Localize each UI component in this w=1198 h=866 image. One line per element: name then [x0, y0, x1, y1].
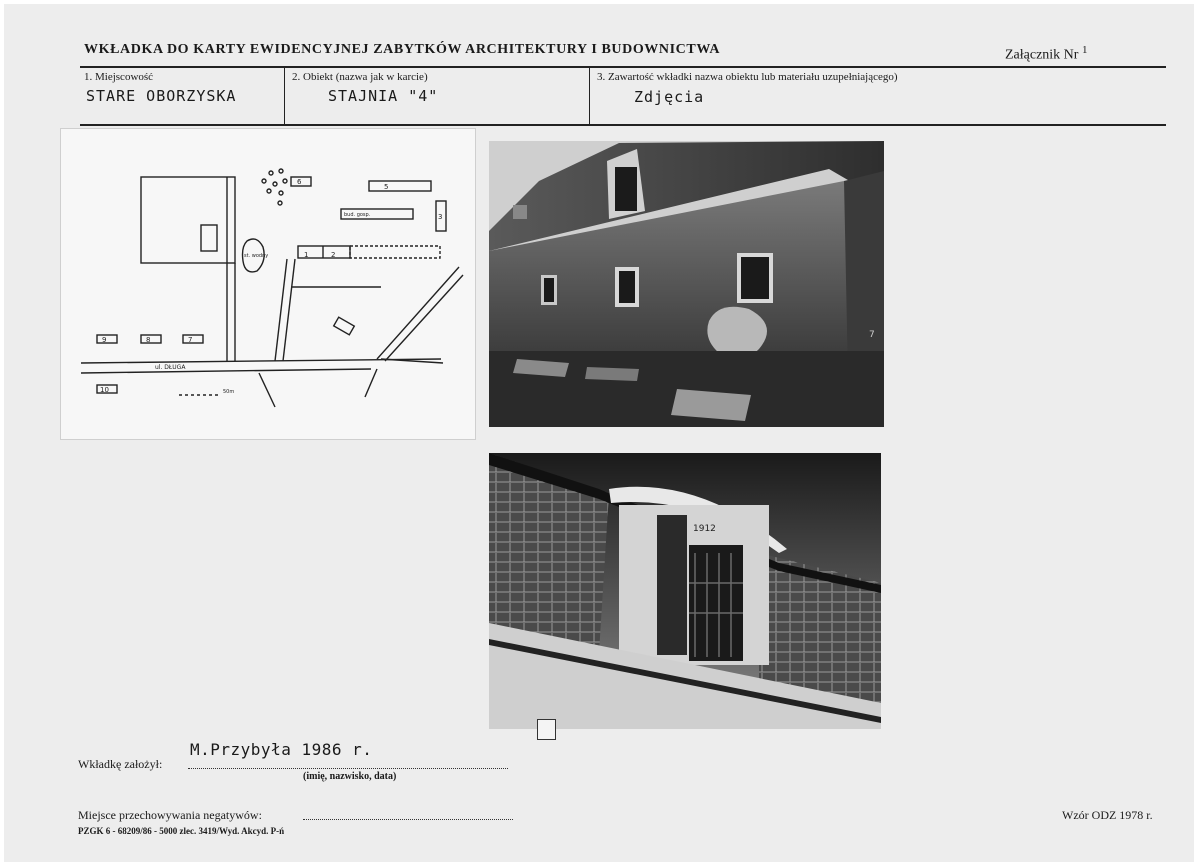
- building-label-2: 2: [331, 251, 336, 259]
- ruin-outbuilding-2: [350, 246, 440, 258]
- form-model: Wzór ODZ 1978 r.: [1062, 808, 1153, 822]
- palace-building: [201, 225, 217, 251]
- south-path: [259, 373, 275, 407]
- tree: [267, 189, 271, 193]
- facade-marking: 7: [869, 330, 875, 340]
- south-road: [365, 369, 377, 397]
- annex-label: [1005, 44, 1087, 64]
- scale-label: 50m: [223, 389, 235, 395]
- field-row-rule: [80, 124, 1166, 126]
- main-road-edge: [81, 369, 371, 373]
- tree: [279, 169, 283, 173]
- building-8: [141, 335, 161, 343]
- building-label-10: 10: [100, 386, 109, 394]
- field-divider-1: [284, 68, 285, 124]
- building-label-8: 8: [146, 336, 151, 344]
- plot-outline: [141, 177, 235, 263]
- header-rule: [80, 66, 1166, 68]
- locality-value: STARE OBORZYSKA: [86, 87, 237, 105]
- tree: [278, 201, 282, 205]
- photo-stamp-box: [537, 719, 556, 740]
- field-divider-2: [589, 68, 590, 124]
- building-label-5: 5: [384, 183, 389, 191]
- building-label-9: 9: [102, 336, 107, 344]
- building-label-1: 1: [304, 251, 309, 259]
- building-5: [369, 181, 431, 191]
- site-plan: [60, 128, 476, 440]
- photo-facade: [489, 141, 884, 427]
- building-label-3: 3: [438, 213, 443, 221]
- tree: [273, 182, 277, 186]
- site-plan-drawing: [61, 129, 475, 439]
- tree: [269, 171, 273, 175]
- photo-facade-image: [489, 141, 884, 427]
- ruin-label: bud. gosp.: [344, 212, 371, 218]
- negatives-label: Miejsce przechowywania negatywów:: [78, 808, 262, 822]
- author-label: Wkładkę założył:: [78, 757, 163, 771]
- print-info: PZGK 6 - 68209/86 - 5000 zlec. 3419/Wyd. Akcyd. P-ń: [78, 826, 285, 836]
- street-label: ul. DŁUGA: [155, 364, 186, 371]
- tree: [283, 179, 287, 183]
- annex-label-text: Załącznik Nr: [1005, 47, 1079, 63]
- annex-number: 1: [1081, 44, 1088, 56]
- photo-dormer: [489, 453, 881, 729]
- tree: [279, 191, 283, 195]
- object-value: STAJNIA "4": [328, 87, 439, 105]
- contents-label: 3. Zawartość wkładki nazwa obiektu lub materiału uzupełniającego): [597, 71, 898, 83]
- contents-value: Zdjęcia: [634, 88, 705, 106]
- author-value: M.Przybyła 1986 r.: [190, 740, 373, 759]
- building-7: [183, 335, 203, 343]
- pond-label: st. wodny: [244, 253, 269, 259]
- photo-dormer-image: [489, 453, 881, 729]
- negatives-line: [303, 818, 513, 820]
- small-shed: [334, 317, 355, 335]
- tree: [262, 179, 266, 183]
- form-title: WKŁADKA DO KARTY EWIDENCYJNEJ ZABYTKÓW ARCHITEKTURY I BUDOWNICTWA: [84, 42, 721, 57]
- object-label: 2. Obiekt (nazwa jak w karcie): [292, 71, 428, 83]
- diagonal-road-b: [385, 275, 463, 361]
- author-line: [188, 767, 508, 769]
- building-label-6: 6: [297, 178, 302, 186]
- dormer-year: 1912: [693, 524, 716, 534]
- diagonal-road-a: [377, 267, 459, 359]
- locality-label: 1. Miejscowość: [84, 71, 154, 83]
- building-label-7: 7: [188, 336, 193, 344]
- author-hint: (imię, nazwisko, data): [303, 771, 397, 782]
- building-9: [97, 335, 117, 343]
